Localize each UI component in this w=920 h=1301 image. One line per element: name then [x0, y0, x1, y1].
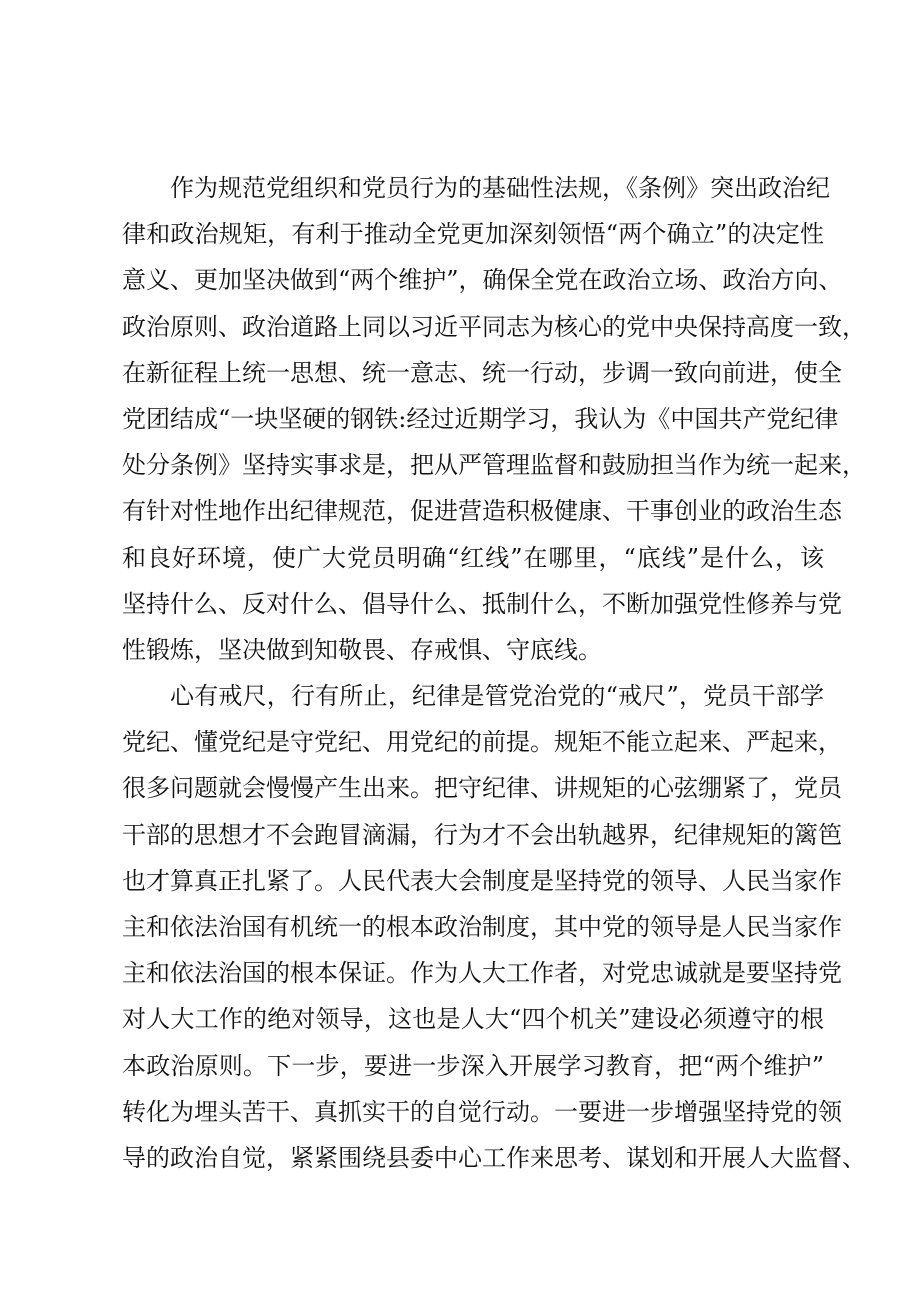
text-line: 性锻炼，坚决做到知敬畏、存戒惧、守底线。	[122, 635, 602, 664]
text-line: 政治原则、政治道路上同以习近平同志为核心的党中央保持高度一致，	[122, 312, 866, 341]
paragraph-2	[122, 673, 866, 1181]
text-line: 作为规范党组织和党员行为的基础性法规，《条例》突出政治纪	[170, 174, 830, 202]
text-line: 和良好环境，使广大党员明确“红线”在哪里，“底线”是什么，该	[122, 543, 824, 572]
text-line: 在新征程上统一思想、统一意志、统一行动，步调一致向前进，使全	[122, 358, 842, 387]
paragraph-1	[122, 165, 866, 673]
text-line: 有针对性地作出纪律规范，促进营造积极健康、干事创业的政治生态	[122, 497, 842, 526]
text-line: 党团结成“一块坚硬的钢铁:经过近期学习，我认为《中国共产党纪律	[122, 404, 839, 433]
text-line: 也才算真正扎紧了。人民代表大会制度是坚持党的领导、人民当家作	[122, 866, 842, 895]
text-line: 律和政治规矩，有利于推动全党更加深刻领悟“两个确立”的决定性	[122, 220, 824, 249]
text-line: 处分条例》坚持实事求是，把从严管理监督和鼓励担当作为统一起来，	[122, 451, 866, 480]
text-line: 主和依法治国有机统一的根本政治制度，其中党的领导是人民当家作	[122, 913, 842, 941]
text-line: 意义、更加坚决做到“两个维护”，确保全党在政治立场、政治方向、	[122, 266, 843, 295]
text-line: 对人大工作的绝对领导，这也是人大“四个机关”建设必须遵守的根	[122, 1005, 824, 1034]
text-line: 本政治原则。下一步，要进一步深入开展学习教育，把“两个维护”	[122, 1051, 824, 1080]
text-line: 坚持什么、反对什么、倡导什么、抵制什么，不断加强党性修养与党	[122, 589, 842, 618]
text-line: 很多问题就会慢慢产生出来。把守纪律、讲规矩的心弦绷紧了，党员	[122, 774, 842, 803]
text-line: 转化为埋头苦干、真抓实干的自觉行动。一要进一步增强坚持党的领	[122, 1097, 842, 1126]
text-line: 心有戒尺，行有所止，纪律是管党治党的“戒尺”，党员干部学	[170, 682, 824, 711]
document-body	[122, 165, 866, 1181]
text-line: 导的政治自觉，紧紧围绕县委中心工作来思考、谋划和开展人大监督、	[122, 1143, 866, 1172]
text-line: 干部的思想才不会跑冒滴漏，行为才不会出轨越界，纪律规矩的篱笆	[122, 820, 842, 849]
text-line: 主和依法治国的根本保证。作为人大工作者，对党忠诚就是要坚持党	[122, 959, 842, 988]
text-line: 党纪、懂党纪是守党纪、用党纪的前提。规矩不能立起来、严起来，	[122, 728, 842, 757]
